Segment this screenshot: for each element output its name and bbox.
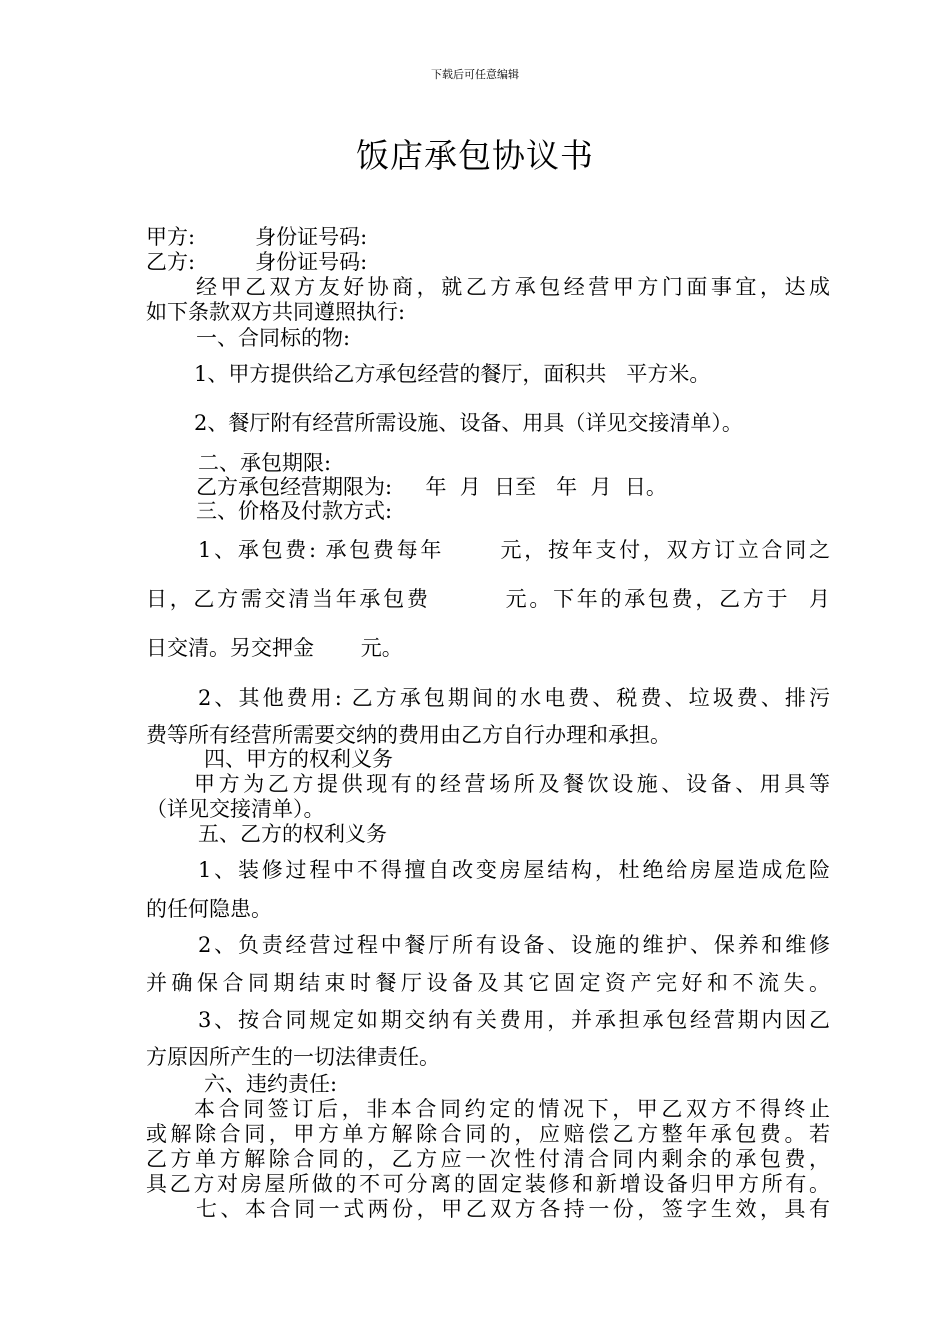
clause-5-3-line-2: 方原因所产生的一切法律责任。 <box>146 1045 440 1069</box>
preamble-line-1: 经甲乙双方友好协商，就乙方承包经营甲方门面事宜，达成 <box>196 275 830 299</box>
section-1-heading: 一、合同标的物: <box>196 326 351 350</box>
clause-5-2-line-1: 2、负责经营过程中餐厅所有设备、设施的维护、保养和维修 <box>198 933 830 957</box>
section-6-line-3: 乙方单方解除合同的，乙方应一次性付清合同内剩余的承包费， <box>146 1147 830 1171</box>
party-a-line: 甲方: 身份证号码: <box>146 225 368 249</box>
clause-5-3-line-1: 3、按合同规定如期交纳有关费用，并承担承包经营期内因乙 <box>198 1008 830 1032</box>
clause-3-1-line-3: 日交清。另交押金 元。 <box>146 636 403 660</box>
clause-5-2-line-2: 并确保合同期结束时餐厅设备及其它固定资产完好和不流失。 <box>146 971 830 995</box>
section-3-heading: 三、价格及付款方式: <box>196 499 393 523</box>
clause-3-1-line-2: 日，乙方需交清当年承包费 元。下年的承包费，乙方于 月 <box>146 587 830 611</box>
clause-1-2: 2、餐厅附有经营所需设施、设备、用具（详见交接清单）。 <box>194 411 743 435</box>
section-6-heading: 六、违约责任: <box>204 1072 338 1096</box>
section-6-line-2: 或解除合同，甲方单方解除合同的，应赔偿乙方整年承包费。若 <box>146 1122 830 1146</box>
section-2-heading: 二、承包期限: <box>198 451 332 475</box>
page-header: 下载后可任意编辑 <box>431 68 519 81</box>
clause-5-1-line-1: 1、装修过程中不得擅自改变房屋结构，杜绝给房屋造成危险 <box>198 858 830 882</box>
document-title: 饭店承包协议书 <box>356 136 594 175</box>
section-5-heading: 五、乙方的权利义务 <box>198 822 387 846</box>
section-4-line-1: 甲方为乙方提供现有的经营场所及餐饮设施、设备、用具等 <box>194 772 830 796</box>
section-6-line-4: 具乙方对房屋所做的不可分离的固定装修和新增设备归甲方所有。 <box>146 1172 830 1196</box>
section-7-line-1: 七、本合同一式两份，甲乙双方各持一份，签字生效，具有 <box>196 1197 830 1221</box>
term-line: 乙方承包经营期限为: 年 月 日至 年 月 日。 <box>196 475 667 499</box>
clause-3-1-line-1: 1、承包费: 承包费每年 元，按年支付，双方订立合同之 <box>198 538 830 562</box>
clause-3-2-line-2: 费等所有经营所需要交纳的费用由乙方自行办理和承担。 <box>146 723 671 747</box>
section-4-heading: 四、甲方的权利义务 <box>204 747 393 771</box>
party-b-line: 乙方: 身份证号码: <box>146 250 368 274</box>
clause-3-2-line-1: 2、其他费用: 乙方承包期间的水电费、税费、垃圾费、排污 <box>198 686 830 710</box>
section-6-line-1: 本合同签订后，非本合同约定的情况下，甲乙双方不得终止 <box>194 1097 830 1121</box>
clause-5-1-line-2: 的任何隐患。 <box>146 897 272 921</box>
clause-1-1: 1、甲方提供给乙方承包经营的餐厅，面积共 平方米。 <box>194 362 711 386</box>
section-4-line-2: （详见交接清单）。 <box>146 797 325 821</box>
preamble-line-2: 如下条款双方共同遵照执行: <box>146 300 406 324</box>
